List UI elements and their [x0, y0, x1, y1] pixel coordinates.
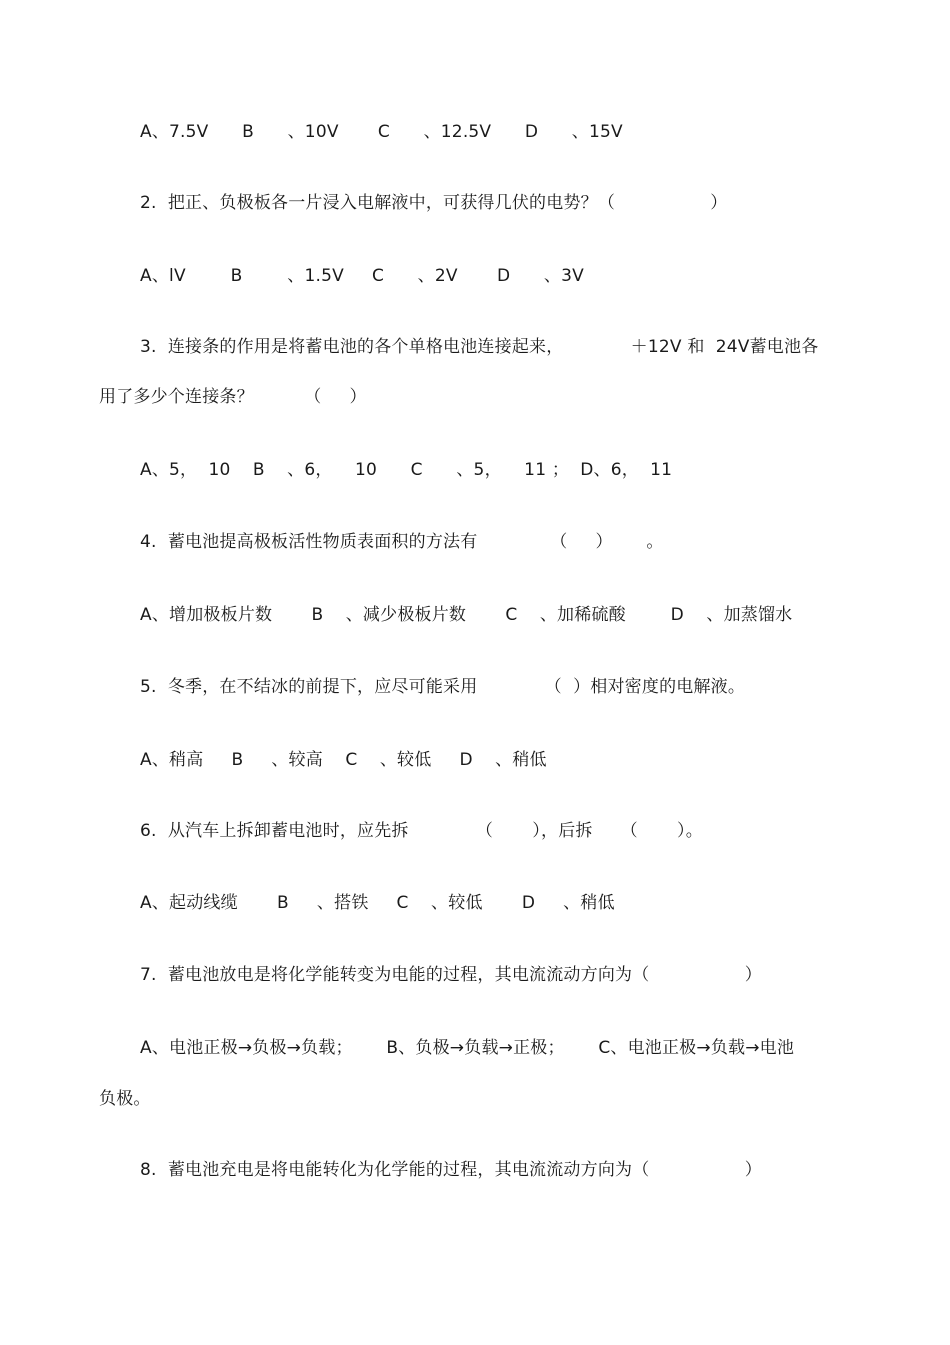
q7-options-line-1: A、电池正极→负极→负载； B、负极→负载→正极； C、电池正极→负载→电池 [140, 1038, 795, 1058]
q3-question-line-2: 用了多少个连接条？ （ ） [99, 387, 367, 407]
q7-options-line-2: 负极。 [99, 1089, 151, 1109]
q5-options: A、稍高 B 、较高 C 、较低 D 、稍低 [140, 750, 547, 770]
q4-options: A、增加极板片数 B 、减少极板片数 C 、加稀硫酸 D 、加蒸馏水 [140, 605, 793, 625]
q1-options: A、7.5V B 、10V C 、12.5V D 、15V [140, 122, 623, 142]
q8-question: 8. 蓄电池充电是将电能转化为化学能的过程，其电流流动方向为（ ） [140, 1160, 762, 1180]
q7-question: 7. 蓄电池放电是将化学能转变为电能的过程，其电流流动方向为（ ） [140, 965, 762, 985]
q2-question: 2. 把正、负极板各一片浸入电解液中，可获得几伏的电势？（ ） [140, 193, 728, 213]
q4-question: 4. 蓄电池提高极板活性物质表面积的方法有 （ ） 。 [140, 532, 664, 552]
q5-question: 5. 冬季，在不结冰的前提下，应尽可能采用 （ ）相对密度的电解液。 [140, 677, 746, 697]
q2-options: A、lV B 、1.5V C 、2V D 、3V [140, 266, 584, 286]
q6-question: 6. 从汽车上拆卸蓄电池时，应先拆 （ ），后拆 （ ）。 [140, 821, 703, 841]
q3-question-line-1: 3. 连接条的作用是将蓄电池的各个单格电池连接起来， ＋12V 和 24Ⅴ蓄电池各 [140, 337, 819, 357]
q6-options: A、起动线缆 B 、搭铁 C 、较低 D 、稍低 [140, 893, 615, 913]
q3-options: A、5， 10 B 、6， 10 C 、5， 11 ； D、6， 11 [140, 460, 673, 480]
